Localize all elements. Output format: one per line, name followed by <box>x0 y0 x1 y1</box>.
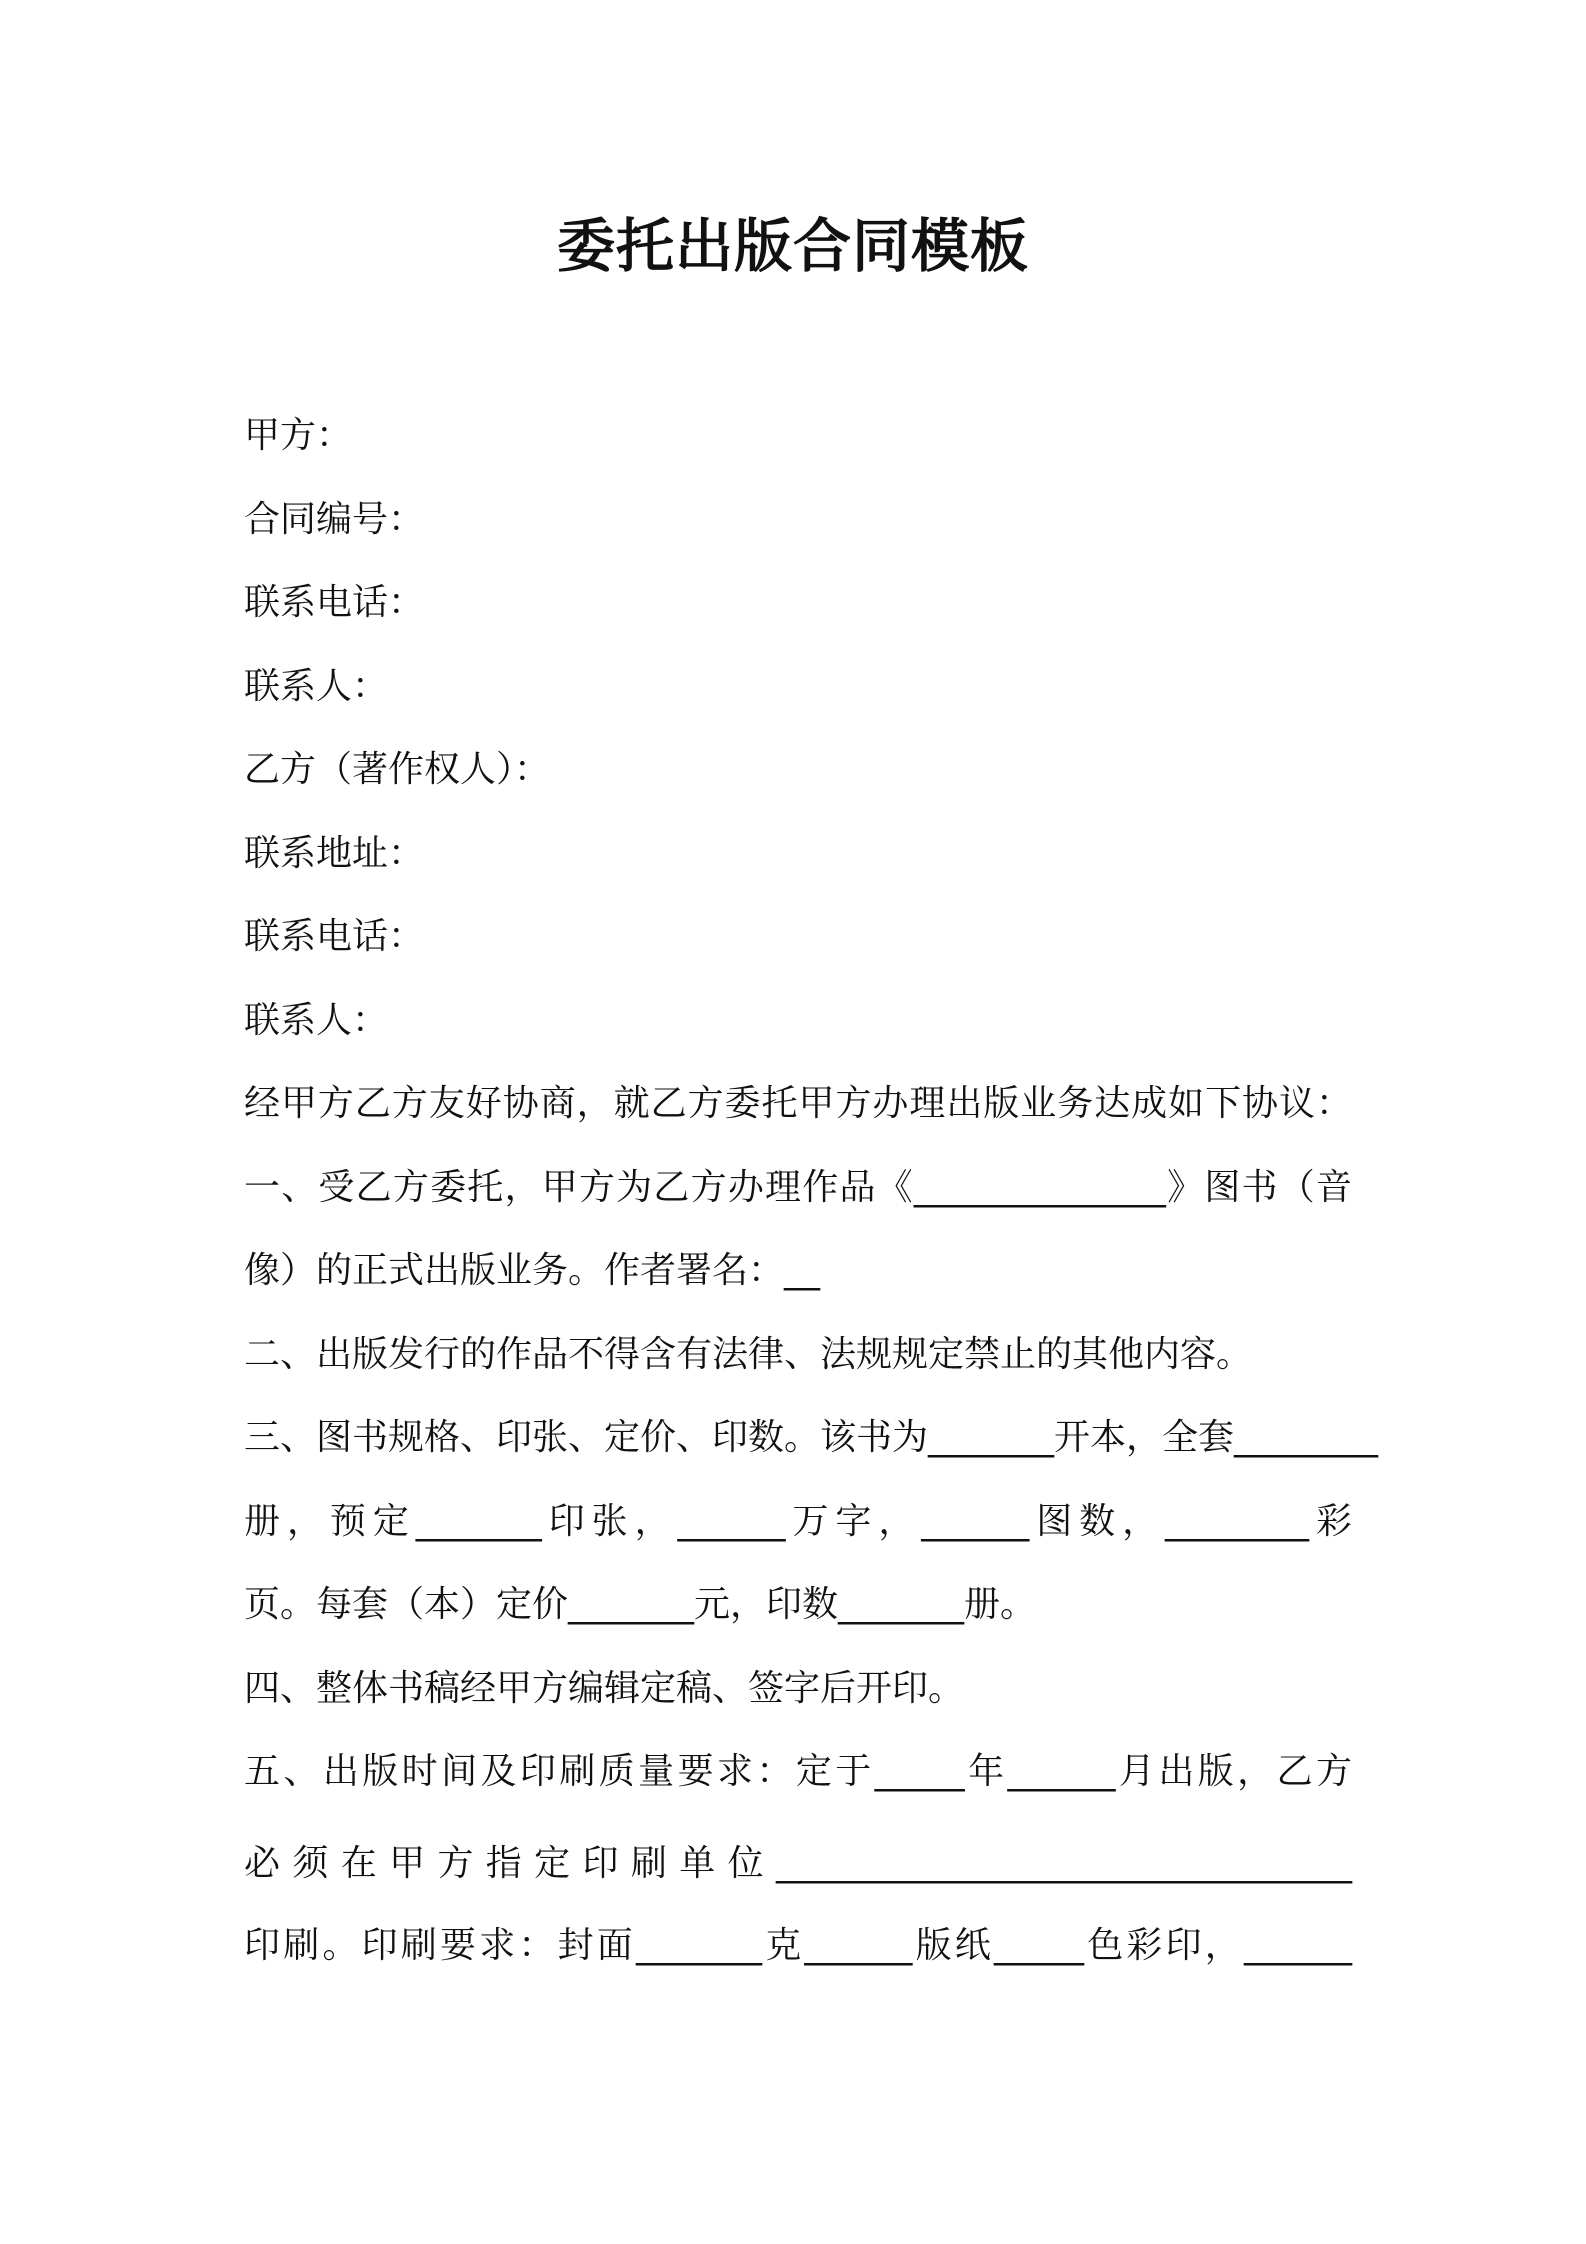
clause-5-line-1: 五、出版时间及印刷质量要求：定于_____年______月出版，乙方 <box>244 1751 1352 1792</box>
party-a-label: 甲方： <box>244 415 353 456</box>
clause-3-line-1: 三、图书规格、印张、定价、印数。该书为_______开本，全套________ <box>244 1417 1379 1458</box>
clause-5-line-3: 印刷。印刷要求：封面_______克______版纸_____色彩印，______ <box>244 1925 1352 1966</box>
party-b-label: 乙方（著作权人）： <box>244 749 551 790</box>
clause-1-line-1: 一、受乙方委托，甲方为乙方办理作品《______________》图书（音 <box>244 1167 1352 1208</box>
clause-4: 四、整体书稿经甲方编辑定稿、签字后开印。 <box>244 1668 965 1709</box>
agreement-intro: 经甲方乙方友好协商，就乙方委托甲方办理出版业务达成如下协议： <box>244 1083 1352 1124</box>
clause-1-line-2: 像）的正式出版业务。作者署名：__ <box>244 1250 821 1291</box>
party-b-address-label: 联系地址： <box>244 833 425 874</box>
document-title: 委托出版合同模板 <box>556 212 1029 280</box>
contract-number-label: 合同编号： <box>244 499 425 540</box>
party-b-contact-label: 联系人： <box>244 1000 389 1041</box>
clause-5-line-2: 必须在甲方指定印刷单位________________________________ <box>244 1843 1352 1884</box>
party-a-contact-label: 联系人： <box>244 666 389 707</box>
clause-3-line-2: 册，预定_______印张，______万字，______图数，________彩 <box>244 1501 1352 1542</box>
party-a-phone-label: 联系电话： <box>244 582 425 623</box>
party-b-phone-label: 联系电话： <box>244 916 425 957</box>
clause-2: 二、出版发行的作品不得含有法律、法规规定禁止的其他内容。 <box>244 1334 1253 1375</box>
clause-3-line-3: 页。每套（本）定价_______元，印数_______册。 <box>244 1584 1037 1625</box>
